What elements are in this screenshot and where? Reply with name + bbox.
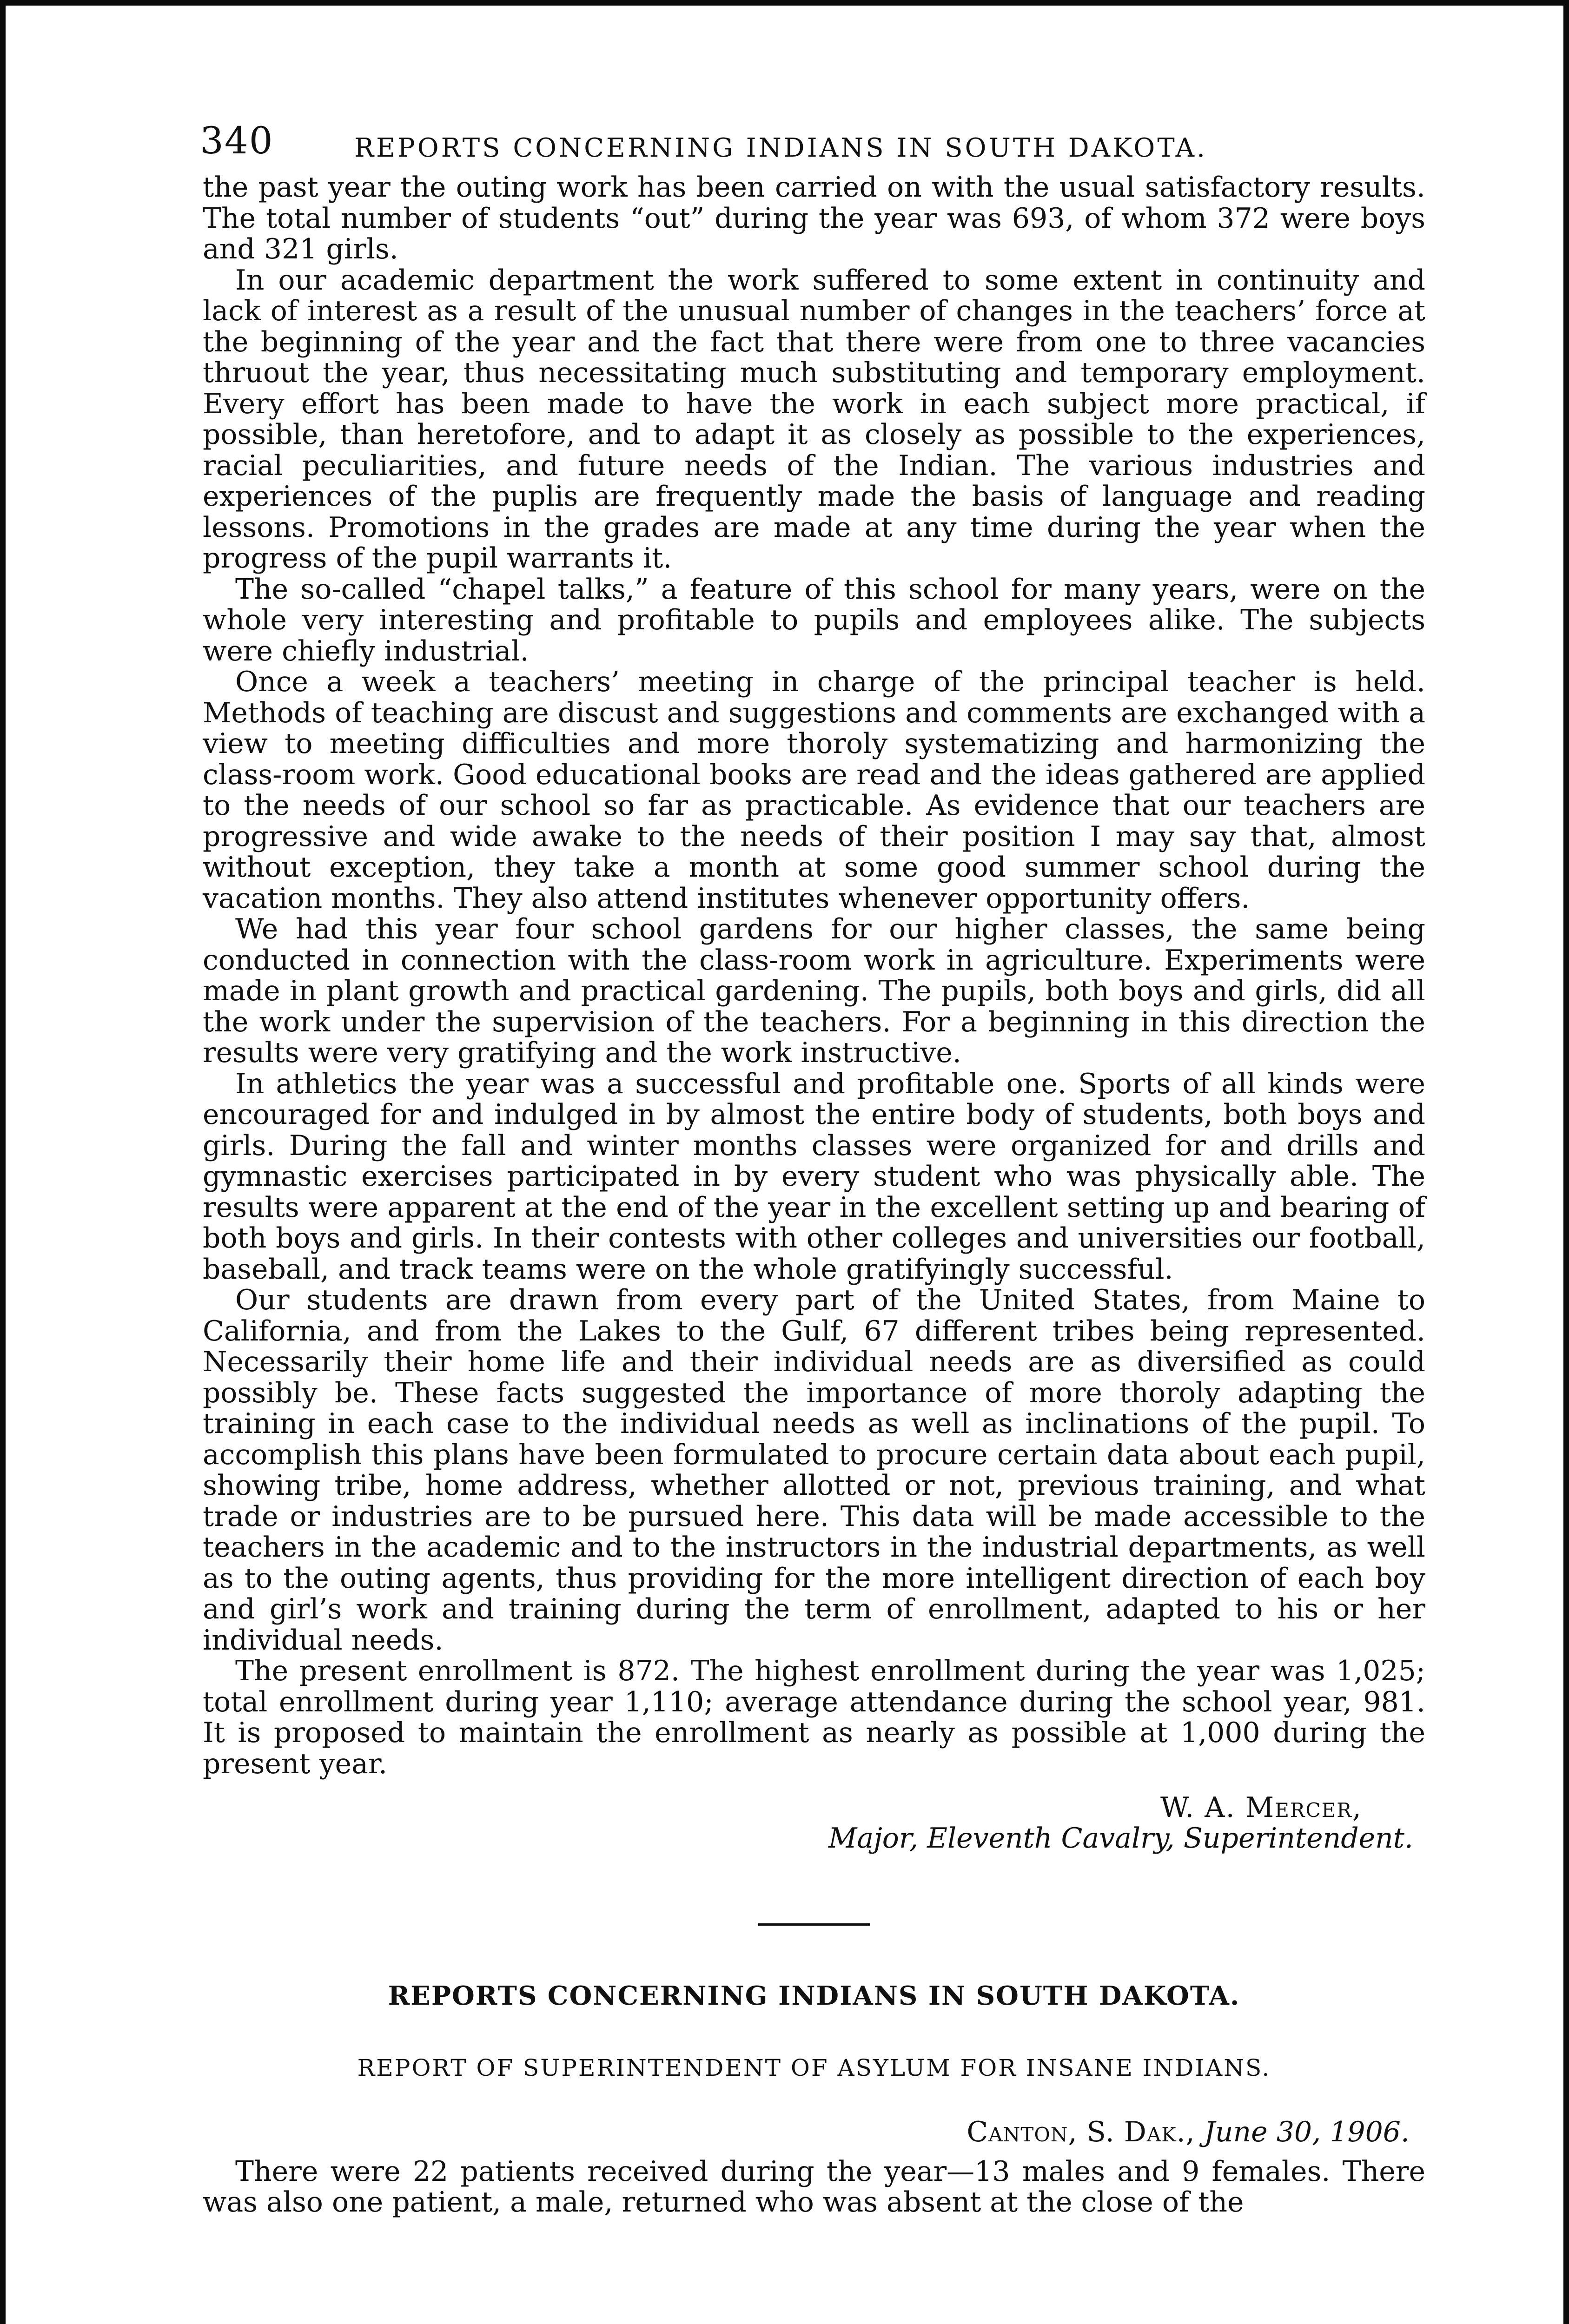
- body-paragraph: Our students are drawn from every part of the United States, from Maine to California, and from the Lakes to the Gulf, 67 different tribes being represented. Necessarily their home life and their individual needs are as diversified as could possibly be. These facts suggested the importance of more thoroly adapting the training in each case to the individual needs as well as inclinations of the pupil. To accomplish this plans have been formulated to procure certain data about each pupil, showing tribe, home address, whether allotted or not, previous training, and what trade or industries are to be pursued here. This data will be made accessible to the teachers in the academic and to the instructors in the industrial departments, as well as to the outing agents, thus providing for the more intelligent direction of each boy and girl’s work and training during the term of enrollment, adapted to his or her individual needs.: [203, 1284, 1425, 1657]
- section-divider: [758, 1923, 870, 1926]
- report-body: [203, 2156, 1425, 2218]
- page-number: 340: [200, 119, 274, 162]
- body-text: [203, 172, 1425, 1779]
- body-paragraph: The so-called “chapel talks,” a feature of this school for many years, were on the whole very interesting and profitable to pupils and employees alike. The subjects were chiefly industrial.: [203, 573, 1425, 667]
- signature-title: Major, Eleventh Cavalry, Superintendent.: [828, 1822, 1413, 1855]
- dateline-place: Canton, S. Dak.,: [967, 2116, 1195, 2148]
- document-page: [200, 116, 1425, 2218]
- signature-name: W. A. Mercer,: [1160, 1791, 1362, 1824]
- running-title: REPORTS CONCERNING INDIANS IN SOUTH DAKOTA.: [354, 133, 1207, 163]
- running-head: [200, 116, 1425, 172]
- dateline: [203, 2117, 1425, 2148]
- section-heading: REPORTS CONCERNING INDIANS IN SOUTH DAKOTA.: [388, 1981, 1240, 2011]
- report-paragraph: There were 22 patients received during the year—13 males and 9 females. There was also one patient, a male, returned who was absent at the close of the: [203, 2155, 1425, 2218]
- body-paragraph: In our academic department the work suffered to some extent in continuity and lack of interest as a result of the unusual number of changes in the teachers’ force at the beginning of the year and the fact that there were from one to three vacancies thruout the year, thus necessitating much substituting and temporary employment. Every effort has been made to have the work in each subject more practical, if possible, than heretofore, and to adapt it as closely as possible to the experiences, racial peculiarities, and future needs of the Indian. The various industries and experiences of the puplis are frequently made the basis of language and reading lessons. Promotions in the grades are made at any time during the year when the progress of the pupil warrants it.: [203, 264, 1425, 574]
- body-paragraph: We had this year four school gardens for our higher classes, the same being conducted in connection with the class-room work in agriculture. Experiments were made in plant growth and practical gardening. The pupils, both boys and girls, did all the work under the supervision of the teachers. For a beginning in this direction the results were very gratifying and the work instructive.: [203, 913, 1425, 1069]
- body-paragraph: In athletics the year was a successful and profitable one. Sports of all kinds were encouraged for and indulged in by almost the entire body of students, both boys and girls. During the fall and winter months classes were organized for and drills and gymnastic exercises participated in by every student who was physically able. The results were apparent at the end of the year in the excellent setting up and bearing of both boys and girls. In their contests with other colleges and universities our football, baseball, and track teams were on the whole gratifyingly successful.: [203, 1067, 1425, 1286]
- signature-block: [203, 1792, 1425, 1854]
- report-title: REPORT OF SUPERINTENDENT OF ASYLUM FOR INSANE INDIANS.: [357, 2054, 1271, 2081]
- body-paragraph: the past year the outing work has been carried on with the usual satisfactory results. The total number of students “out” during the year was 693, of whom 372 were boys and 321 girls.: [203, 171, 1425, 265]
- dateline-date: June 30, 1906.: [1204, 2116, 1410, 2148]
- body-paragraph: Once a week a teachers’ meeting in charge of the principal teacher is held. Methods of teaching are discust and suggestions and comments are exchanged with a view to meeting difficulties and more thoroly systematizing and harmonizing the class-room work. Good educational books are read and the ideas gathered are applied to the needs of our school so far as practicable. As evidence that our teachers are progressive and wide awake to the needs of their position I may say that, almost without exception, they take a month at some good summer school during the vacation months. They also attend institutes whenever opportunity offers.: [203, 666, 1425, 915]
- body-paragraph: The present enrollment is 872. The highest enrollment during the year was 1,025; total enrollment during year 1,110; average attendance during the school year, 981. It is proposed to maintain the enrollment as nearly as possible at 1,000 during the present year.: [203, 1655, 1425, 1780]
